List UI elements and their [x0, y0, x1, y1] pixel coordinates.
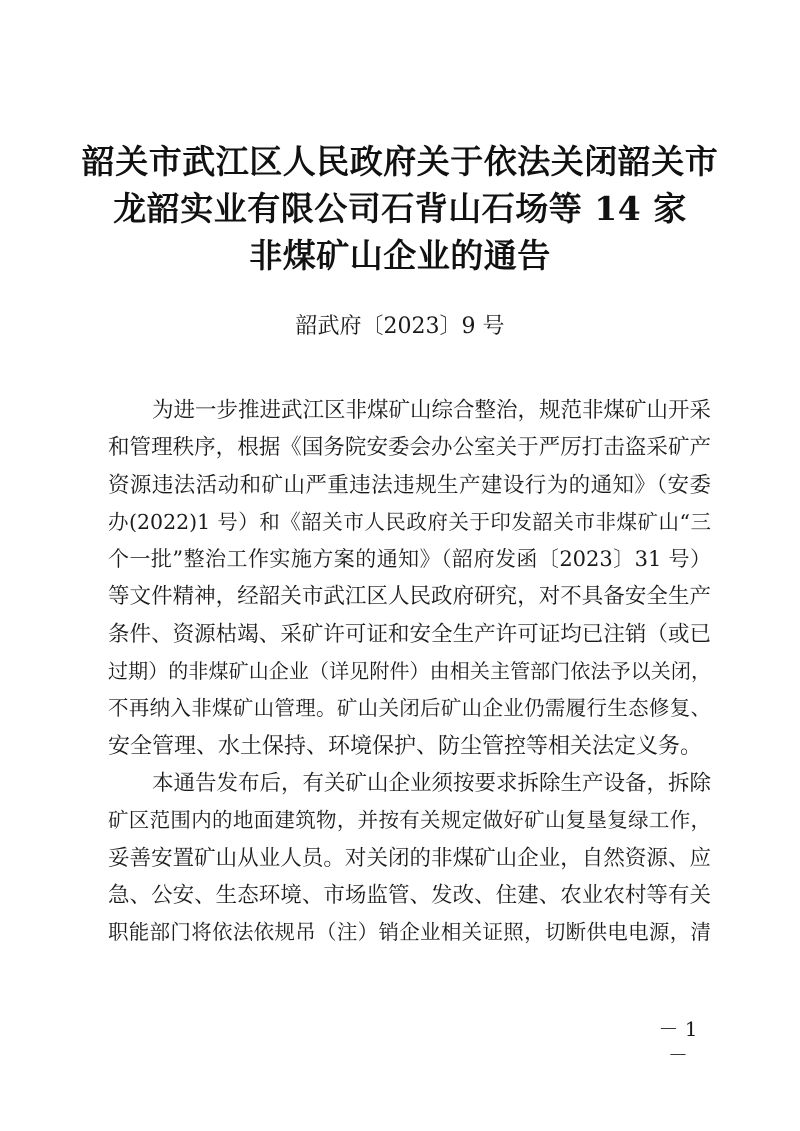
paragraph-line: 矿区范围内的地面建筑物，并按有关规定做好矿山复垦复绿工作，: [108, 808, 711, 833]
paragraph-line: 急、公安、生态环境、市场监管、发改、住建、农业农村等有关: [108, 882, 711, 908]
title-line-1: 韶关市武江区人民政府关于依法关闭韶关市: [81, 142, 719, 181]
paragraph-line: 过期）的非煤矿山企业（详见附件）由相关主管部门依法予以关闭，: [108, 659, 711, 684]
document-number: 韶武府〔2023〕9 号: [295, 314, 505, 339]
paragraph-line: 不再纳入非煤矿山管理。矿山关闭后矿山企业仍需履行生态修复、: [108, 696, 711, 721]
title-line-3: 非煤矿山企业的通告: [249, 236, 551, 275]
paragraph-line: 妥善安置矿山从业人员。对关闭的非煤矿山企业，自然资源、应: [108, 845, 711, 871]
paragraph-line: 职能部门将依法依规吊（注）销企业相关证照，切断供电电源，清: [108, 920, 711, 945]
title-line-2: 龙韶实业有限公司石背山石场等 14 家: [113, 189, 687, 228]
paragraph-line: 为进一步推进武江区非煤矿山综合整治，规范非煤矿山开采: [152, 398, 712, 423]
paragraph-line: 办(2022)1 号）和《韶关市人民政府关于印发韶关市非煤矿山“三: [108, 509, 711, 534]
document-body: [108, 392, 711, 951]
paragraph-line: 本通告发布后，有关矿山企业须按要求拆除生产设备，拆除: [152, 770, 712, 796]
document-title: [0, 138, 800, 279]
paragraph-line: 安全管理、水土保持、环境保护、防尘管控等相关法定义务。: [108, 733, 703, 759]
paragraph-line: 和管理秩序，根据《国务院安委会办公室关于严厉打击盗采矿产: [108, 435, 711, 461]
paragraph-line: 等文件精神，经韶关市武江区人民政府研究，对不具备安全生产: [108, 584, 711, 610]
paragraph-2: [108, 765, 711, 951]
paragraph-line: 条件、资源枯竭、采矿许可证和安全生产许可证均已注销（或已: [108, 621, 711, 647]
page-number: － 1 －: [658, 1017, 698, 1067]
paragraph-line: 资源违法活动和矿山严重违法违规生产建设行为的通知》（安委: [108, 472, 711, 498]
paragraph-line: 个一批”整治工作实施方案的通知》（韶府发函〔2023〕31 号）: [108, 547, 711, 572]
paragraph-1: [108, 392, 711, 765]
